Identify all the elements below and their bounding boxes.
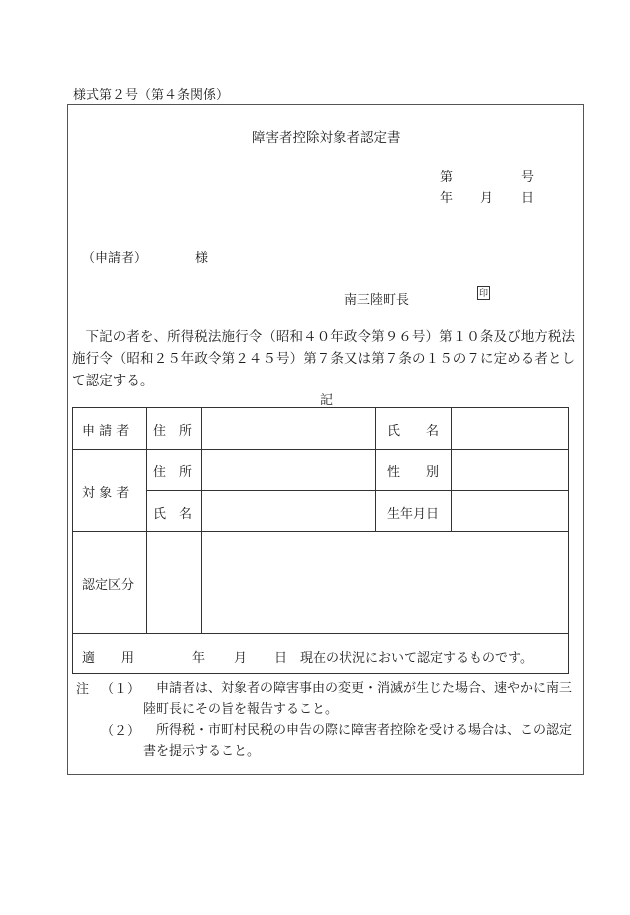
number-suffix: 号: [521, 170, 535, 185]
certification-table: [72, 407, 569, 674]
date-year: 年: [440, 191, 454, 206]
applicant-header: 申 請 者: [82, 424, 130, 439]
ki-heading: 記: [320, 393, 334, 408]
seal-mark: 印: [477, 286, 490, 300]
certification-text: 下記の者を、所得税法施行令（昭和４０年政令第９６号）第１０条及び地方税法施行令（昭和２５年政令第２４５号）第７条又は第７条の１５の７に定める者として認定する。: [72, 329, 576, 389]
note-text: 所得税・市町村民税の申告の際に障害者控除を受ける場合は、この認定書を提示すること。: [143, 723, 573, 759]
subject-gender-label: 性 別: [387, 465, 440, 480]
notes: [72, 678, 577, 762]
note-text: 申請者は、対象者の障害事由の変更・消滅が生じた場合、速やかに南三陸町長にその旨を報告すること。: [143, 681, 573, 717]
date-day: 日: [521, 191, 535, 206]
applicable-text: 現在の状況において認定するものです。: [300, 651, 533, 666]
form-number: 様式第２号（第４条関係）: [73, 88, 230, 103]
applicant-address-label: 住 所: [153, 424, 193, 439]
applicant-name-label: 氏 名: [387, 424, 440, 439]
applicant-label: （申請者）: [82, 251, 148, 266]
row-divider: [146, 490, 568, 491]
document-title: 障害者控除対象者認定書: [252, 130, 401, 146]
applicable-label: 適 用: [82, 651, 135, 666]
subject-address-label: 住 所: [153, 465, 193, 480]
issuer-name: 南三陸町長: [344, 293, 410, 308]
date-month: 月: [480, 191, 494, 206]
col-divider: [146, 408, 147, 633]
note-item: [72, 720, 577, 762]
subject-name-label: 氏 名: [153, 507, 193, 522]
applicable-month: 月: [234, 651, 248, 666]
subject-header: 対 象 者: [82, 486, 130, 501]
row-divider: [73, 633, 568, 634]
col-divider: [375, 408, 376, 531]
col-divider: [201, 531, 202, 633]
notes-prefix: 注: [76, 682, 90, 697]
note-item: [72, 678, 577, 720]
applicable-day: 日: [274, 651, 288, 666]
applicable-year: 年: [192, 651, 206, 666]
row-divider: [73, 449, 568, 450]
row-divider: [73, 531, 568, 532]
category-label: 認定区分: [82, 578, 135, 593]
note-marker: （１）: [101, 682, 141, 697]
col-divider: [201, 408, 202, 531]
col-divider: [451, 408, 452, 531]
note-marker: （２）: [101, 724, 141, 739]
subject-birthdate-label: 生年月日: [387, 507, 440, 522]
applicant-honorific: 様: [195, 251, 209, 266]
number-prefix: 第: [440, 170, 454, 185]
